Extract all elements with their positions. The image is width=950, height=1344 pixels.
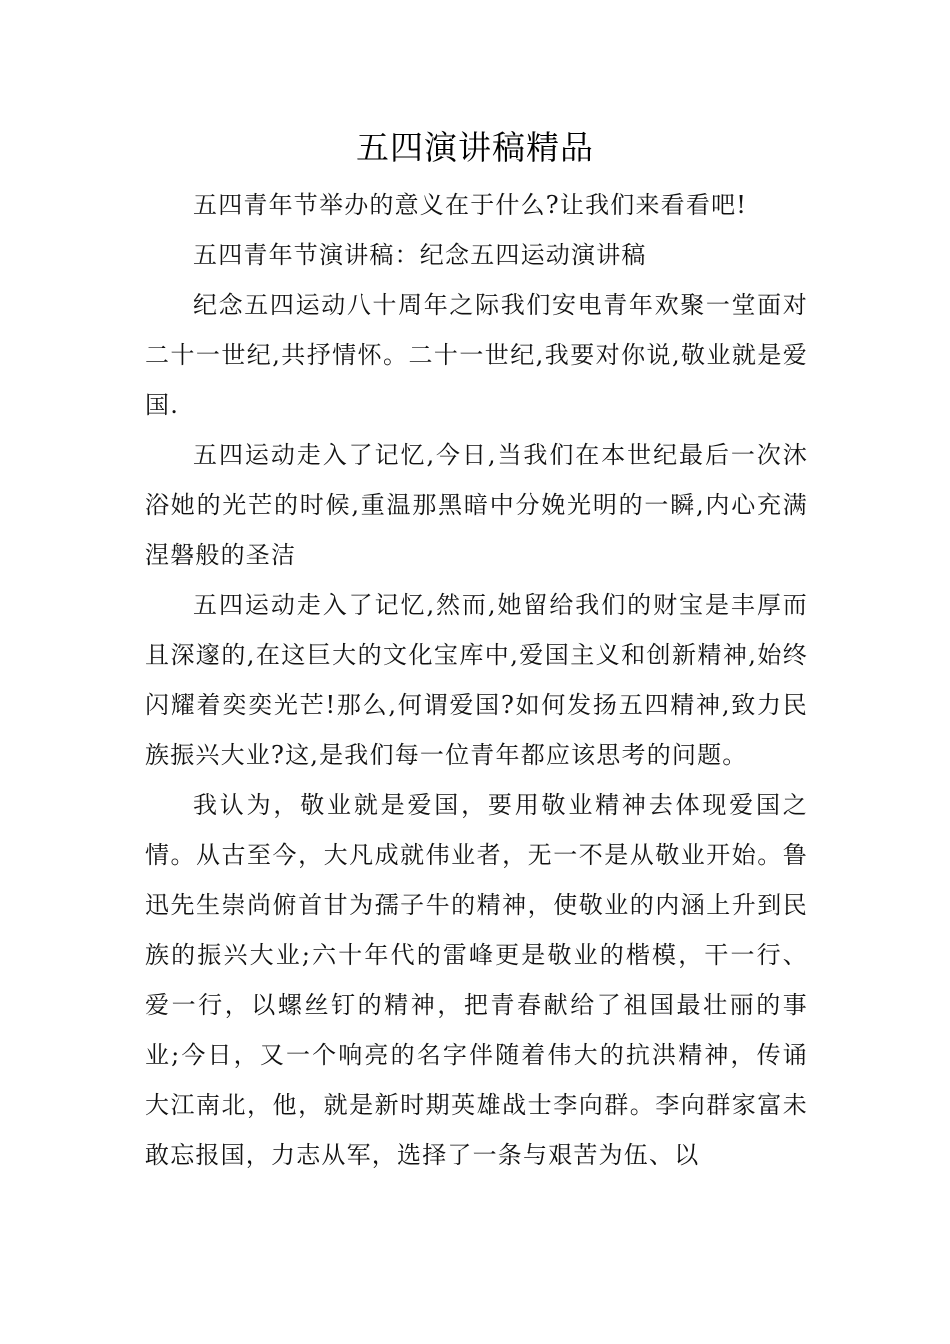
paragraph-subtitle: 五四青年节演讲稿：纪念五四运动演讲稿 (193, 241, 647, 269)
document-title: 五四演讲稿精品 (356, 128, 594, 167)
paragraph-3: 五四运动走入了记忆,然而,她留给我们的财宝是丰厚而且深邃的,在这巨大的文化宝库中,爱国主义和创新精神,始终闪耀着奕奕光芒!那么,何谓爱国?如何发扬五四精神,致力民族振兴大业?这,是我们每一位青年都应该思考的问题。 (145, 591, 808, 769)
paragraph-4: 我认为，敬业就是爱国，要用敬业精神去体现爱国之情。从古至今，大凡成就伟业者，无一不是从敬业开始。鲁迅先生崇尚俯首甘为孺子牛的精神，使敬业的内涵上升到民族的振兴大业;六十年代的雷峰更是敬业的楷模，干一行、爱一行，以螺丝钉的精神，把青春献给了祖国最壮丽的事业;今日，又一个响亮的名字伴随着伟大的抗洪精神，传诵大江南北，他，就是新时期英雄战士李向群。李向群家富未敢忘报国，力志从军，选择了一条与艰苦为伍、以 (145, 791, 808, 1169)
document-body (145, 180, 808, 1180)
paragraph-intro: 五四青年节举办的意义在于什么?让我们来看看吧! (193, 191, 748, 219)
paragraph-2: 五四运动走入了记忆,今日,当我们在本世纪最后一次沐浴她的光芒的时候,重温那黑暗中分娩光明的一瞬,内心充满涅磐般的圣洁 (145, 441, 808, 569)
paragraph-1: 纪念五四运动八十周年之际我们安电青年欢聚一堂面对二十一世纪,共抒情怀。二十一世纪,我要对你说,敬业就是爱国. (145, 291, 808, 419)
